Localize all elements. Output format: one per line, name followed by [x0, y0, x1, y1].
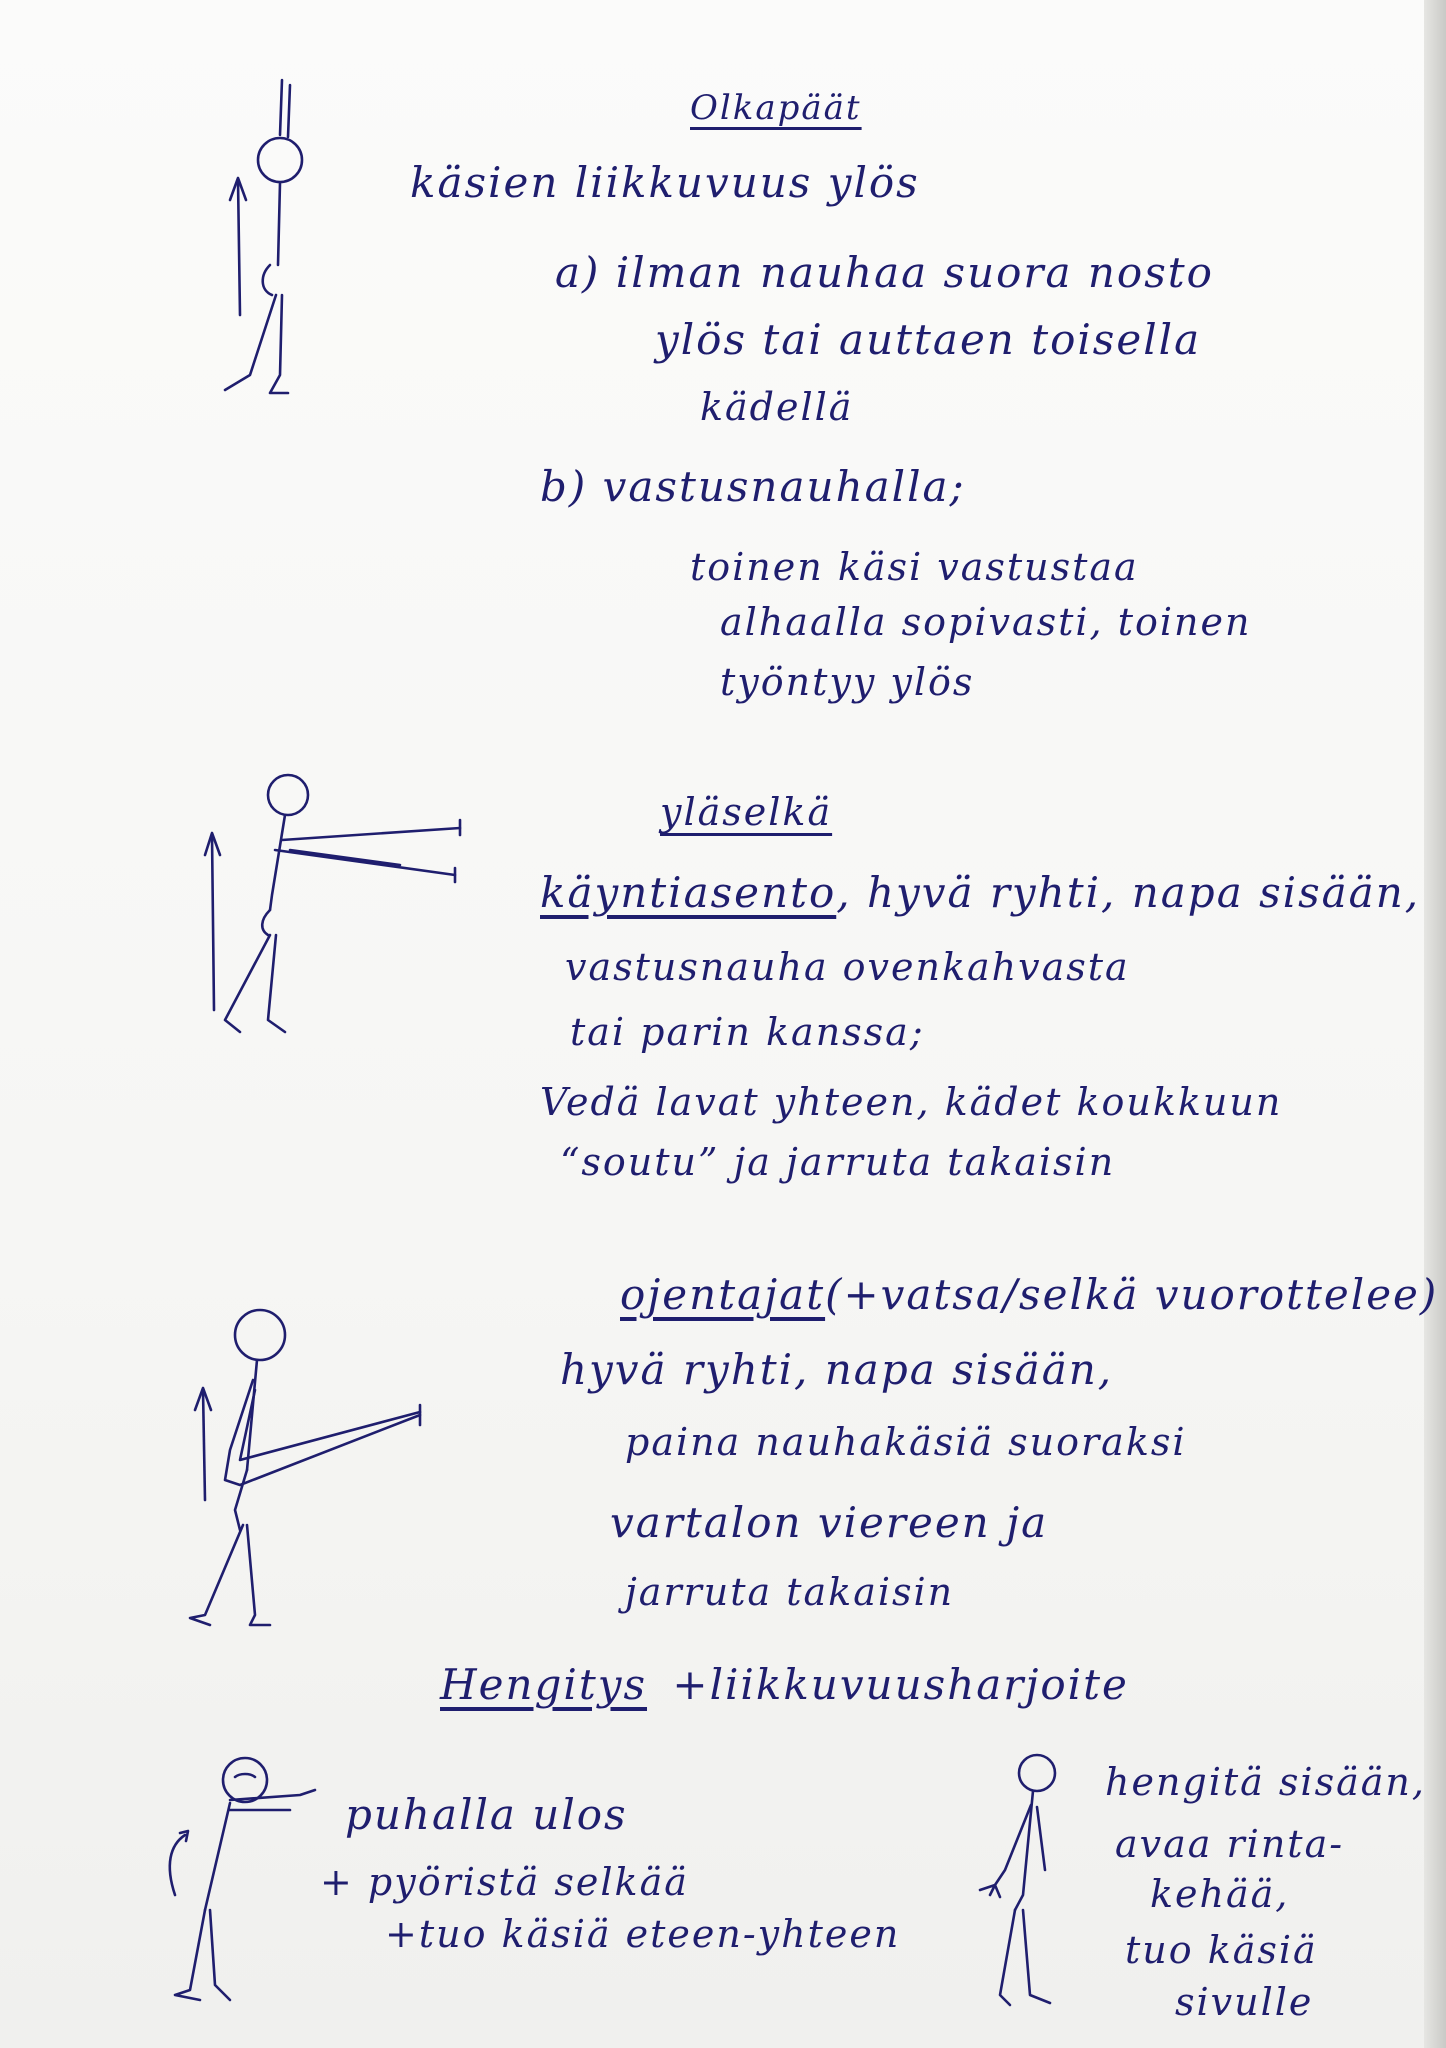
extensors-line1: hyvä ryhti, napa sisään,: [560, 1345, 1114, 1394]
upper-back-line1: [540, 868, 1420, 917]
shoulders-a-line1: a) ilman nauhaa suora nosto: [555, 248, 1214, 297]
breathing-left-line1: puhalla ulos: [345, 1790, 628, 1839]
shoulders-subtitle: käsien liikkuvuus ylös: [410, 158, 920, 207]
breathing-right-line1: hengitä sisään,: [1105, 1760, 1426, 1804]
stick-figure-inhale: [975, 1745, 1085, 2005]
breathing-left-line2: + pyöristä selkää: [320, 1860, 689, 1904]
section-heading-ylaselka: yläselkä: [660, 790, 833, 834]
shoulders-a-line3: kädellä: [700, 385, 854, 429]
shoulders-b-line3: alhaalla sopivasti, toinen: [720, 600, 1252, 644]
shoulders-b-line2: toinen käsi vastustaa: [690, 545, 1139, 589]
stick-figure-exhale: [160, 1755, 330, 2005]
extensors-heading-line: [620, 1270, 1438, 1319]
shoulders-b-line1: b) vastusnauhalla;: [540, 462, 966, 511]
extensors-line3: vartalon viereen ja: [610, 1498, 1049, 1547]
breathing-left-line3: +tuo käsiä eteen-yhteen: [385, 1912, 901, 1956]
breathing-right-line3: kehää,: [1150, 1872, 1290, 1916]
shoulders-a-line2: ylös tai auttaen toisella: [655, 315, 1202, 364]
stick-figure-arms-up: [210, 75, 350, 405]
section-heading-ojentajat: ojentajat: [620, 1270, 826, 1319]
extensors-heading-rest: (+vatsa/selkä vuorottelee): [825, 1270, 1439, 1319]
breathing-heading-rest: +liikkuvuusharjoite: [672, 1660, 1129, 1709]
section-heading-olkapaat: Olkapäät: [690, 88, 862, 128]
stick-figure-rowing: [200, 770, 460, 1030]
breathing-right-line4: tuo käsiä: [1125, 1928, 1318, 1972]
stick-figure-triceps-press: [185, 1300, 435, 1640]
breathing-right-line5: sivulle: [1175, 1980, 1314, 2024]
upper-back-line2: vastusnauha ovenkahvasta: [565, 945, 1130, 989]
upper-back-line1-heading: käyntiasento: [540, 868, 837, 917]
breathing-right-line2: avaa rinta-: [1115, 1822, 1345, 1866]
upper-back-line4: Vedä lavat yhteen, kädet koukkuun: [540, 1080, 1283, 1124]
extensors-line4: jarruta takaisin: [625, 1570, 955, 1614]
shoulders-b-line4: työntyy ylös: [720, 660, 975, 704]
section-heading-hengitys: Hengitys: [440, 1660, 648, 1709]
paper-edge: [1424, 0, 1446, 2048]
extensors-line2: paina nauhakäsiä suoraksi: [625, 1420, 1187, 1464]
upper-back-line1-rest: , hyvä ryhti, napa sisään,: [836, 868, 1421, 917]
upper-back-line3: tai parin kanssa;: [570, 1010, 925, 1054]
upper-back-line5: “soutu” ja jarruta takaisin: [560, 1140, 1116, 1184]
breathing-heading-line: [440, 1660, 1129, 1709]
